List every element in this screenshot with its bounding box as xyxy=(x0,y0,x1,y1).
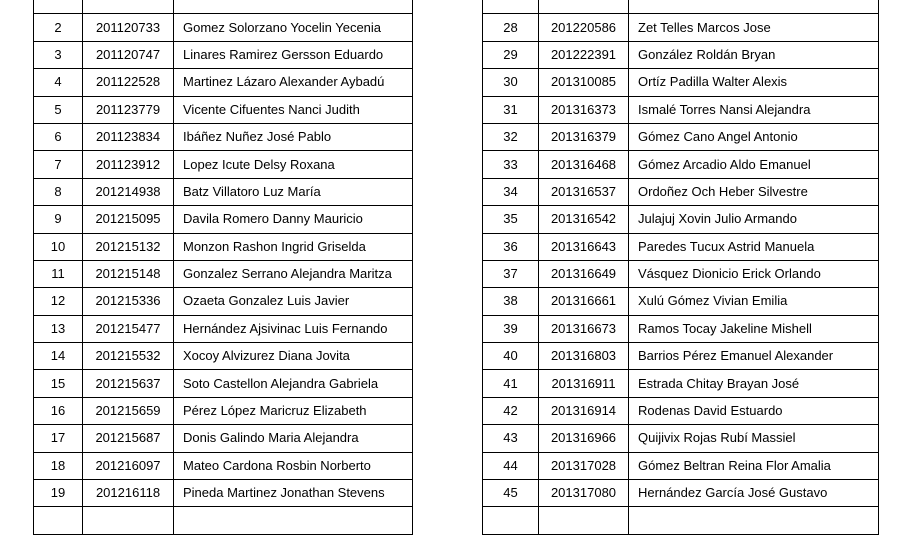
student-name: Barrios Pérez Emanuel Alexander xyxy=(629,343,879,370)
student-id: 201215132 xyxy=(83,233,174,260)
table-row xyxy=(483,370,879,397)
student-id: 201215637 xyxy=(83,370,174,397)
row-number: 33 xyxy=(483,151,539,178)
table-row xyxy=(483,507,879,534)
student-name: Gomez Solorzano Yocelin Yecenia xyxy=(174,14,413,41)
table-row xyxy=(483,397,879,424)
row-number: 31 xyxy=(483,96,539,123)
row-number: 42 xyxy=(483,397,539,424)
table-row xyxy=(483,0,879,14)
table-row xyxy=(34,178,413,205)
row-number: 10 xyxy=(34,233,83,260)
student-id: 201317028 xyxy=(539,452,629,479)
table-row xyxy=(483,14,879,41)
student-id: 201316966 xyxy=(539,425,629,452)
row-number: 6 xyxy=(34,123,83,150)
student-id: 201120733 xyxy=(83,14,174,41)
student-name xyxy=(174,507,413,534)
row-number: 40 xyxy=(483,343,539,370)
student-name: Hernández García José Gustavo xyxy=(629,480,879,507)
table-row xyxy=(483,452,879,479)
student-name: Soto Castellon Alejandra Gabriela xyxy=(174,370,413,397)
student-id: 201216097 xyxy=(83,452,174,479)
row-number: 28 xyxy=(483,14,539,41)
student-name: Vásquez Dionicio Erick Orlando xyxy=(629,260,879,287)
student-name: Ordoñez Och Heber Silvestre xyxy=(629,178,879,205)
student-id: 201316373 xyxy=(539,96,629,123)
student-id xyxy=(83,507,174,534)
table-row xyxy=(34,69,413,96)
row-number: 39 xyxy=(483,315,539,342)
student-id: 201122528 xyxy=(83,69,174,96)
student-id: 201310085 xyxy=(539,69,629,96)
student-name: Davila Romero Danny Mauricio xyxy=(174,206,413,233)
row-number xyxy=(34,0,83,14)
student-id: 201316542 xyxy=(539,206,629,233)
student-id: 201123834 xyxy=(83,123,174,150)
student-name: Vicente Cifuentes Nanci Judith xyxy=(174,96,413,123)
student-name: Gonzalez Serrano Alejandra Maritza xyxy=(174,260,413,287)
student-id: 201215095 xyxy=(83,206,174,233)
row-number xyxy=(483,0,539,14)
table-row xyxy=(34,14,413,41)
student-name: Batz Villatoro Luz María xyxy=(174,178,413,205)
student-name: Ramos Tocay Jakeline Mishell xyxy=(629,315,879,342)
row-number: 45 xyxy=(483,480,539,507)
row-number: 7 xyxy=(34,151,83,178)
row-number: 43 xyxy=(483,425,539,452)
row-number: 3 xyxy=(34,41,83,68)
student-name: Martinez Lázaro Alexander Aybadú xyxy=(174,69,413,96)
student-id: 201316661 xyxy=(539,288,629,315)
row-number: 4 xyxy=(34,69,83,96)
student-name: Zet Telles Marcos Jose xyxy=(629,14,879,41)
row-number: 41 xyxy=(483,370,539,397)
student-name: Quijivix Rojas Rubí Massiel xyxy=(629,425,879,452)
row-number: 36 xyxy=(483,233,539,260)
student-table-left xyxy=(33,0,413,535)
student-name: Donis Galindo Maria Alejandra xyxy=(174,425,413,452)
row-number: 17 xyxy=(34,425,83,452)
student-name: Julajuj Xovin Julio Armando xyxy=(629,206,879,233)
student-table-left-body xyxy=(34,0,413,534)
table-row xyxy=(34,370,413,397)
row-number: 32 xyxy=(483,123,539,150)
table-row xyxy=(34,41,413,68)
student-name: Ortíz Padilla Walter Alexis xyxy=(629,69,879,96)
row-number: 19 xyxy=(34,480,83,507)
student-name: Xocoy Alvizurez Diana Jovita xyxy=(174,343,413,370)
table-row xyxy=(34,288,413,315)
row-number: 37 xyxy=(483,260,539,287)
student-name: Paredes Tucux Astrid Manuela xyxy=(629,233,879,260)
student-id: 201316803 xyxy=(539,343,629,370)
student-id: 201316379 xyxy=(539,123,629,150)
student-id: 201123779 xyxy=(83,96,174,123)
table-row xyxy=(34,151,413,178)
row-number: 13 xyxy=(34,315,83,342)
table-row xyxy=(483,343,879,370)
student-id xyxy=(83,0,174,14)
table-row xyxy=(483,178,879,205)
student-id: 201220586 xyxy=(539,14,629,41)
student-id: 201222391 xyxy=(539,41,629,68)
student-name: Estrada Chitay Brayan José xyxy=(629,370,879,397)
row-number: 11 xyxy=(34,260,83,287)
table-row xyxy=(34,123,413,150)
table-row xyxy=(34,480,413,507)
row-number: 44 xyxy=(483,452,539,479)
student-name: Lopez Icute Delsy Roxana xyxy=(174,151,413,178)
student-table-right xyxy=(482,0,879,535)
student-name xyxy=(629,0,879,14)
table-row xyxy=(483,151,879,178)
table-row xyxy=(483,260,879,287)
student-id: 201215148 xyxy=(83,260,174,287)
student-id: 201316643 xyxy=(539,233,629,260)
student-id: 201215687 xyxy=(83,425,174,452)
student-id: 201316468 xyxy=(539,151,629,178)
student-id xyxy=(539,0,629,14)
row-number: 34 xyxy=(483,178,539,205)
row-number: 16 xyxy=(34,397,83,424)
table-row xyxy=(34,507,413,534)
student-name: Pérez López Maricruz Elizabeth xyxy=(174,397,413,424)
student-name xyxy=(174,0,413,14)
table-row xyxy=(34,233,413,260)
student-id: 201215336 xyxy=(83,288,174,315)
row-number xyxy=(34,507,83,534)
table-row xyxy=(483,480,879,507)
student-name: Ibáñez Nuñez José Pablo xyxy=(174,123,413,150)
row-number: 2 xyxy=(34,14,83,41)
student-name: Gómez Arcadio Aldo Emanuel xyxy=(629,151,879,178)
row-number: 9 xyxy=(34,206,83,233)
row-number: 18 xyxy=(34,452,83,479)
table-row xyxy=(483,41,879,68)
student-name: Pineda Martinez Jonathan Stevens xyxy=(174,480,413,507)
student-name: González Roldán Bryan xyxy=(629,41,879,68)
table-row xyxy=(483,69,879,96)
row-number: 5 xyxy=(34,96,83,123)
student-name: Ozaeta Gonzalez Luis Javier xyxy=(174,288,413,315)
student-name xyxy=(629,507,879,534)
student-id: 201216118 xyxy=(83,480,174,507)
student-id: 201316537 xyxy=(539,178,629,205)
table-row xyxy=(34,452,413,479)
row-number: 12 xyxy=(34,288,83,315)
table-row xyxy=(483,206,879,233)
row-number: 29 xyxy=(483,41,539,68)
row-number: 8 xyxy=(34,178,83,205)
table-row xyxy=(483,96,879,123)
student-name: Monzon Rashon Ingrid Griselda xyxy=(174,233,413,260)
student-id: 201215477 xyxy=(83,315,174,342)
table-row xyxy=(483,233,879,260)
student-name: Linares Ramirez Gersson Eduardo xyxy=(174,41,413,68)
student-id: 201215659 xyxy=(83,397,174,424)
table-row xyxy=(34,315,413,342)
student-id: 201120747 xyxy=(83,41,174,68)
student-name: Mateo Cardona Rosbin Norberto xyxy=(174,452,413,479)
row-number: 35 xyxy=(483,206,539,233)
student-name: Hernández Ajsivinac Luis Fernando xyxy=(174,315,413,342)
table-row xyxy=(34,343,413,370)
student-name: Gómez Beltran Reina Flor Amalia xyxy=(629,452,879,479)
row-number: 15 xyxy=(34,370,83,397)
table-row xyxy=(34,397,413,424)
student-id: 201316649 xyxy=(539,260,629,287)
student-name: Xulú Gómez Vivian Emilia xyxy=(629,288,879,315)
row-number xyxy=(483,507,539,534)
student-id: 201123912 xyxy=(83,151,174,178)
table-row xyxy=(34,206,413,233)
student-id: 201215532 xyxy=(83,343,174,370)
student-table-right-body xyxy=(483,0,879,534)
student-id: 201316914 xyxy=(539,397,629,424)
student-name: Ismalé Torres Nansi Alejandra xyxy=(629,96,879,123)
row-number: 14 xyxy=(34,343,83,370)
table-row xyxy=(483,425,879,452)
table-row xyxy=(34,260,413,287)
table-row xyxy=(483,123,879,150)
student-id: 201316911 xyxy=(539,370,629,397)
student-id: 201214938 xyxy=(83,178,174,205)
student-id xyxy=(539,507,629,534)
student-name: Gómez Cano Angel Antonio xyxy=(629,123,879,150)
table-row xyxy=(483,288,879,315)
row-number: 30 xyxy=(483,69,539,96)
table-row xyxy=(34,425,413,452)
student-name: Rodenas David Estuardo xyxy=(629,397,879,424)
row-number: 38 xyxy=(483,288,539,315)
student-id: 201317080 xyxy=(539,480,629,507)
student-id: 201316673 xyxy=(539,315,629,342)
table-row xyxy=(34,0,413,14)
table-row xyxy=(34,96,413,123)
table-row xyxy=(483,315,879,342)
